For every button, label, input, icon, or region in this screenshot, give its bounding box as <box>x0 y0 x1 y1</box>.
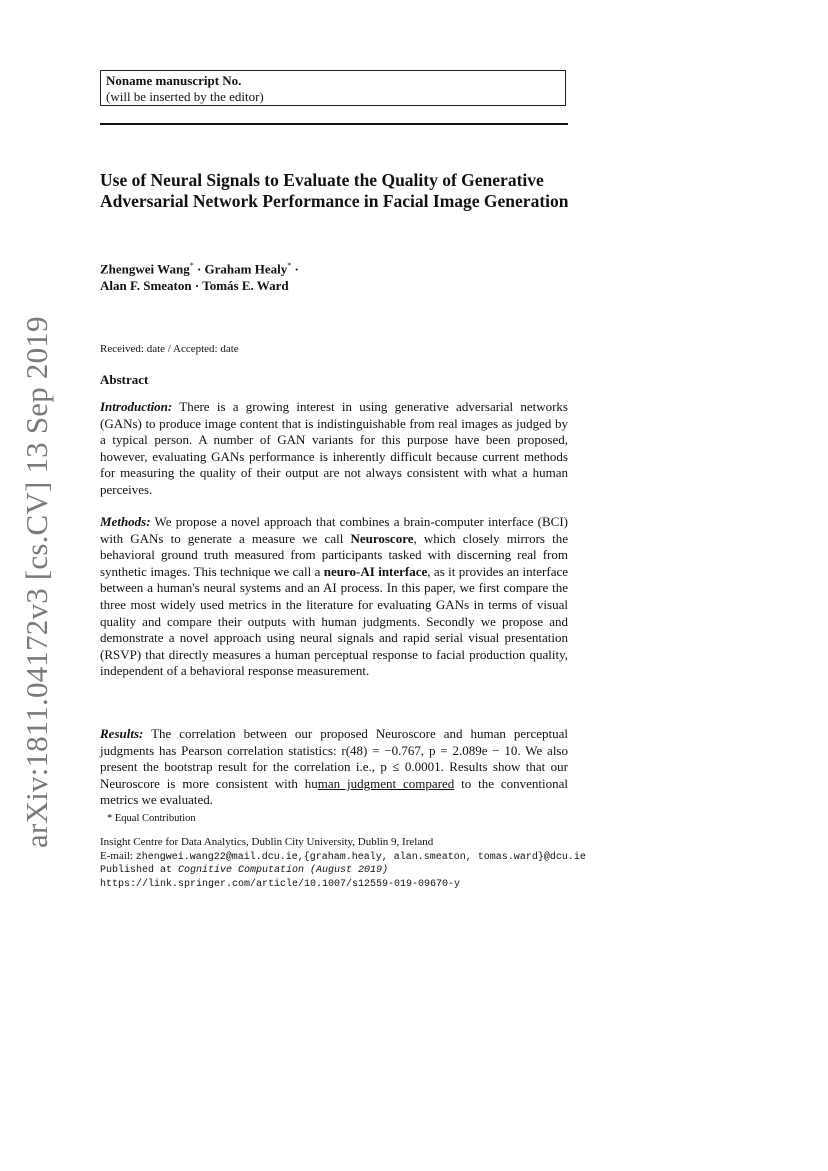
author-line-1 <box>100 257 570 277</box>
manuscript-number-line: Noname manuscript No. <box>106 73 242 88</box>
abstract-introduction <box>100 399 568 499</box>
author-separator: · <box>193 261 205 277</box>
abstract-results <box>100 726 568 809</box>
methods-text: We propose a novel approach that combines a brain-computer interface (BCI) with GANs to generate a measure we call <box>100 514 568 546</box>
introduction-text: There is a growing interest in using generative adversarial networks (GANs) to produce image content that is indistinguishable from real images as judged by a typical person. A number of GAN variants for this purpose have been proposed, however, evaluating GANs performance is inherently difficult because current methods for measuring the quality of their output are not always consistent with what a human perceives. <box>100 399 568 497</box>
author-name: Zhengwei Wang <box>100 261 190 277</box>
email-addresses[interactable]: zhengwei.wang22@mail.dcu.ie,{graham.healy, alan.smeaton, tomas.ward}@dcu.ie <box>135 851 586 863</box>
results-underlined-text: man judgment compared <box>317 775 455 791</box>
published-venue: Cognitive Computation (August 2019) <box>178 865 389 876</box>
results-text: The correlation between our proposed Neuroscore and human perceptual judgments has Pearson correlation statistics: r(48) = −0.767, p = 2.089e − 10. We also present the bootstrap result for the correlation i.e., p ≤ 0.0001. Results show that our Neuroscore is more consistent with hu <box>100 726 568 791</box>
published-label: Published at <box>100 865 179 876</box>
equal-contribution-mark: * <box>287 261 292 270</box>
neuroscore-term: Neuroscore <box>350 530 414 546</box>
paper-title: Use of Neural Signals to Evaluate the Quality of Generative Adversarial Network Performance in Facial Image Generation <box>100 170 569 211</box>
abstract-methods <box>100 514 568 680</box>
received-accepted-dates: Received: date / Accepted: date <box>100 343 239 355</box>
author-separator: · <box>291 261 299 277</box>
email-line <box>100 850 590 865</box>
email-label: E-mail: <box>100 849 136 862</box>
equal-contribution-mark: * <box>189 261 194 270</box>
results-label: Results: <box>100 726 144 741</box>
methods-label: Methods: <box>100 514 151 529</box>
abstract-heading: Abstract <box>100 372 149 387</box>
methods-text: , which closely mirrors the behavioral ground truth measured from participants tasked with discerning real from synthetic images. This technique we call a <box>100 530 568 579</box>
introduction-label: Introduction: <box>100 399 173 414</box>
equal-contribution-footnote: * Equal Contribution <box>107 813 196 824</box>
author-name: Tomás E. Ward <box>202 278 289 294</box>
header-rule <box>100 123 568 125</box>
author-name: Graham Healy <box>204 261 288 277</box>
results-text: to the conventional metrics we evaluated. <box>100 775 569 808</box>
arxiv-identifier: arXiv:1811.04172v3 [cs.CV] 13 Sep 2019 <box>19 316 54 848</box>
methods-text: , as it provides an interface between a human's neural systems and an AI process. In this paper, we first compare the three most widely used metrics in the literature for evaluating GANs in terms of visual quality and compare their outputs with human judgments. Secondly we propose and demonstrate a novel approach using neural signals and rapid serial visual presentation (RSVP) that directly measures a human perceptual response to facial production quality, independent of a behavioral response measurement. <box>100 563 569 679</box>
author-list <box>100 257 570 294</box>
neuro-ai-interface-term: neuro-AI interface <box>323 563 428 579</box>
affiliation-line: Insight Centre for Data Analytics, Dublin City University, Dublin 9, Ireland <box>100 836 434 848</box>
published-line <box>100 864 590 878</box>
manuscript-number-box <box>100 70 566 106</box>
author-name: Alan F. Smeaton <box>100 278 192 294</box>
affiliation-block <box>100 836 590 891</box>
author-separator: · <box>191 278 203 294</box>
article-url-link[interactable]: https://link.springer.com/article/10.1007/s12559-019-09670-y <box>100 878 461 890</box>
author-line-2 <box>100 277 570 294</box>
editor-note-line: (will be inserted by the editor) <box>106 89 264 104</box>
